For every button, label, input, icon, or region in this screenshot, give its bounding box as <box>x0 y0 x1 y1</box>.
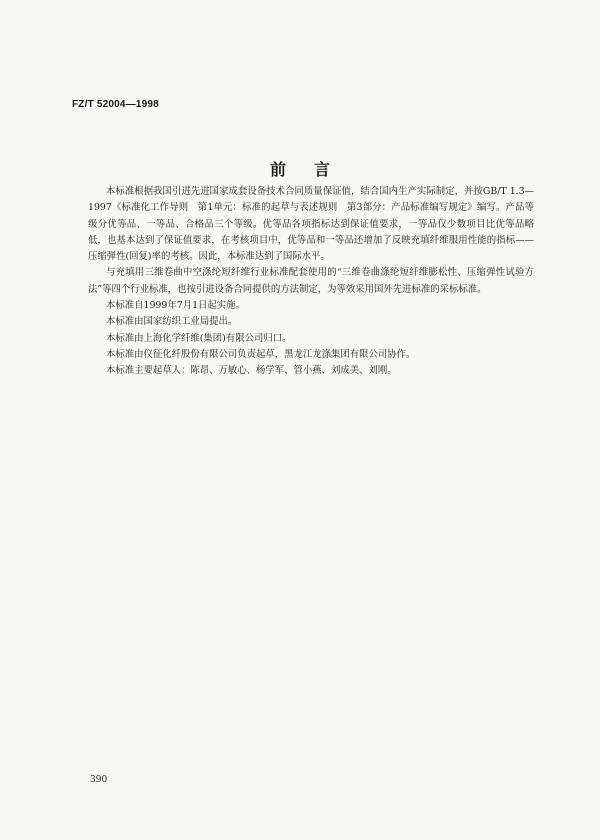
page-title-char-2: 言 <box>314 160 331 179</box>
paragraph-supporting-standards: 与充填用三维卷曲中空涤纶短纤维行业标准配套使用的“三维卷曲涤纶短纤维膨松性、压缩弹性试验方法”等四个行业标准，也按引进设备合同提供的方法制定，为等效采用国外先进标准的采标标准。 <box>88 267 534 295</box>
paragraph-drafting-organization: 本标准由仪征化纤股份有限公司负责起草，黑龙江龙涤集团有限公司协作。 <box>106 348 416 360</box>
paragraph-basis: 本标准根据我国引进先进国家成套设备技术合同质量保证值，结合国内生产实际制定，并按GB/T 1.3—1997《标准化工作导则 第1单元：标准的起草与表述规则 第3部分：产品标准编写规定》编写。产品等级分优等品、一等品、合格品三个等级。优等品各项指标达到保证值要求，一等品仅少数项目比优等品略低，也基本达到了保证值要求，在考核项目中，优等品和一等品还增加了反映充填纤维服用性能的指标——压缩弹性(回复)率的考核。因此，本标准达到了国际水平。 <box>88 186 534 263</box>
page-number: 390 <box>90 775 108 785</box>
paragraph-centralized-by: 本标准由上海化学纤维(集团)有限公司归口。 <box>106 332 292 344</box>
page-title-char-1: 前 <box>269 160 286 179</box>
standard-code: FZ/T 52004—1998 <box>72 99 159 110</box>
foreword-body <box>88 184 534 380</box>
page-title <box>0 157 600 180</box>
paragraph-proposer: 本标准由国家纺织工业局提出。 <box>106 316 238 328</box>
paragraph-effective-date: 本标准自1999年7月1日起实施。 <box>106 300 245 312</box>
paragraph-drafters: 本标准主要起草人：陈昂、万敏心、杨学军、管小燕、刘成美、刘刚。 <box>106 365 397 377</box>
